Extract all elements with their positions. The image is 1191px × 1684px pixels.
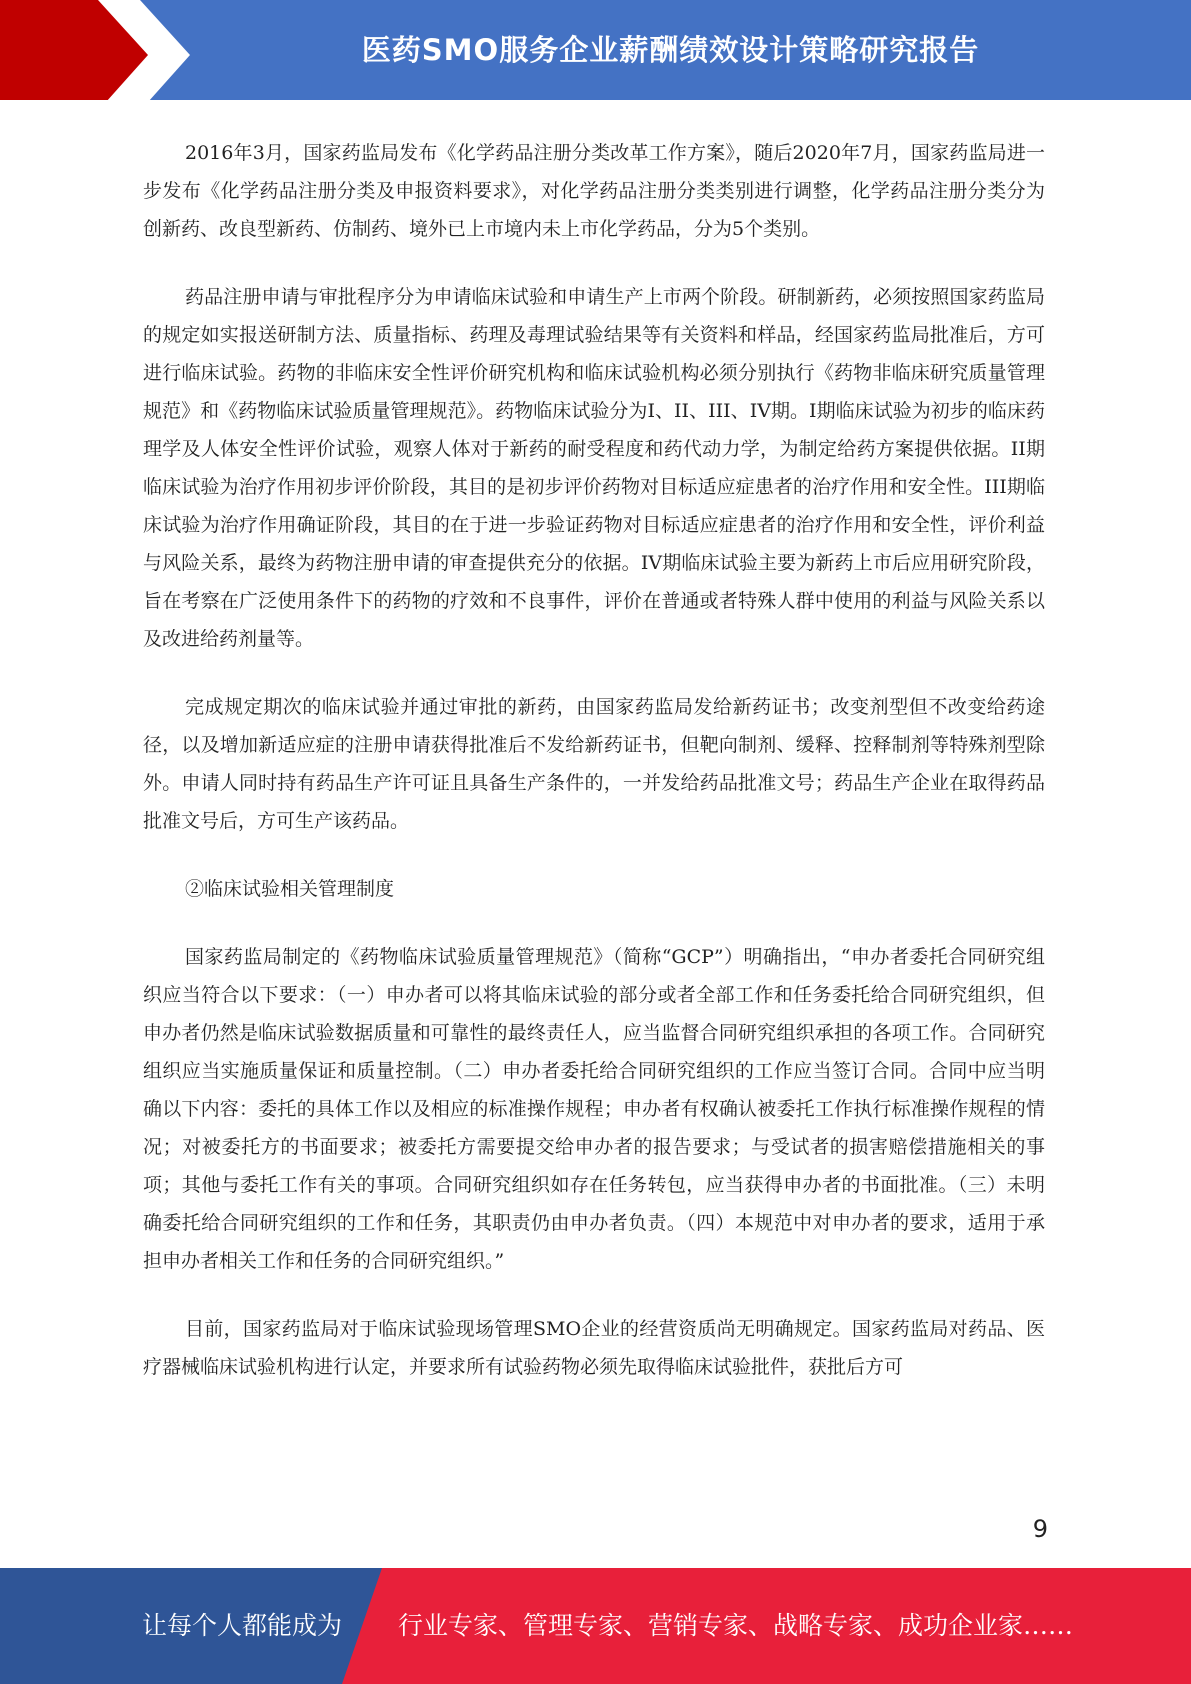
section-heading-clinical-trial-management: ②临床试验相关管理制度 — [185, 878, 395, 900]
paragraph-gcp-requirements: 国家药监局制定的《药物临床试验质量管理规范》（简称“GCP”）明确指出，“申办者委托合同研究组织应当符合以下要求：（一）申办者可以将其临床试验的部分或者全部工作和任务委托给合同研究组织，但申办者仍然是临床试验数据质量和可靠性的最终责任人，应当监督合同研究组织承担的各项工作。合同研究组织应当实施质量保证和质量控制。（二）申办者委托给合同研究组织的工作应当签订合同。合同中应当明确以下内容：委托的具体工作以及相应的标准操作规程；申办者有权确认被委托工作执行标准操作规程的情况；对被委托方的书面要求；被委托方需要提交给申办者的报告要求；与受试者的损害赔偿措施相关的事项；其他与委托工作有关的事项。合同研究组织如存在任务转包，应当获得申办者的书面批准。（三）未明确委托给合同研究组织的工作和任务，其职责仍由申办者负责。（四）本规范中对申办者的要求，适用于承担申办者相关工作和任务的合同研究组织。” — [143, 946, 1045, 1272]
footer-slogan-left: 让每个人都能成为 — [142, 1611, 343, 1640]
page-number: 9 — [1032, 1515, 1048, 1543]
paragraph-smo-qualification: 目前，国家药监局对于临床试验现场管理SMO企业的经营资质尚无明确规定。国家药监局对药品、医疗器械临床试验机构进行认定，并要求所有试验药物必须先取得临床试验批件，获批后方可 — [143, 1318, 1045, 1378]
paragraph-new-drug-certificate: 完成规定期次的临床试验并通过审批的新药，由国家药监局发给新药证书；改变剂型但不改变给药途径，以及增加新适应症的注册申请获得批准后不发给新药证书，但靶向制剂、缓释、控释制剂等特殊剂型除外。申请人同时持有药品生产许可证且具备生产条件的，一并发给药品批准文号；药品生产企业在取得药品批准文号后，方可生产该药品。 — [143, 696, 1045, 832]
paragraph-drug-registration-classification: 2016年3月，国家药监局发布《化学药品注册分类改革工作方案》，随后2020年7月，国家药监局进一步发布《化学药品注册分类及申报资料要求》，对化学药品注册分类类别进行调整，化学药品注册分类分为创新药、改良型新药、仿制药、境外已上市境内未上市化学药品，分为5个类别。 — [143, 142, 1045, 240]
page-footer — [0, 1568, 1191, 1684]
document-title: 医药SMO服务企业薪酬绩效设计策略研究报告 — [361, 33, 980, 67]
footer-slogan-right: 行业专家、管理专家、营销专家、战略专家、成功企业家…… — [398, 1611, 1074, 1640]
report-body — [143, 134, 1045, 1416]
page-header — [0, 0, 1191, 111]
paragraph-clinical-trial-phases: 药品注册申请与审批程序分为申请临床试验和申请生产上市两个阶段。研制新药，必须按照国家药监局的规定如实报送研制方法、质量指标、药理及毒理试验结果等有关资料和样品，经国家药监局批准后，方可进行临床试验。药物的非临床安全性评价研究机构和临床试验机构必须分别执行《药物非临床研究质量管理规范》和《药物临床试验质量管理规范》。药物临床试验分为I、II、III、IV期。I期临床试验为初步的临床药理学及人体安全性评价试验，观察人体对于新药的耐受程度和药代动力学，为制定给药方案提供依据。II期临床试验为治疗作用初步评价阶段，其目的是初步评价药物对目标适应症患者的治疗作用和安全性。III期临床试验为治疗作用确证阶段，其目的在于进一步验证药物对目标适应症患者的治疗作用和安全性，评价利益与风险关系，最终为药物注册申请的审查提供充分的依据。IV期临床试验主要为新药上市后应用研究阶段，旨在考察在广泛使用条件下的药物的疗效和不良事件，评价在普通或者特殊人群中使用的利益与风险关系以及改进给药剂量等。 — [143, 286, 1045, 650]
